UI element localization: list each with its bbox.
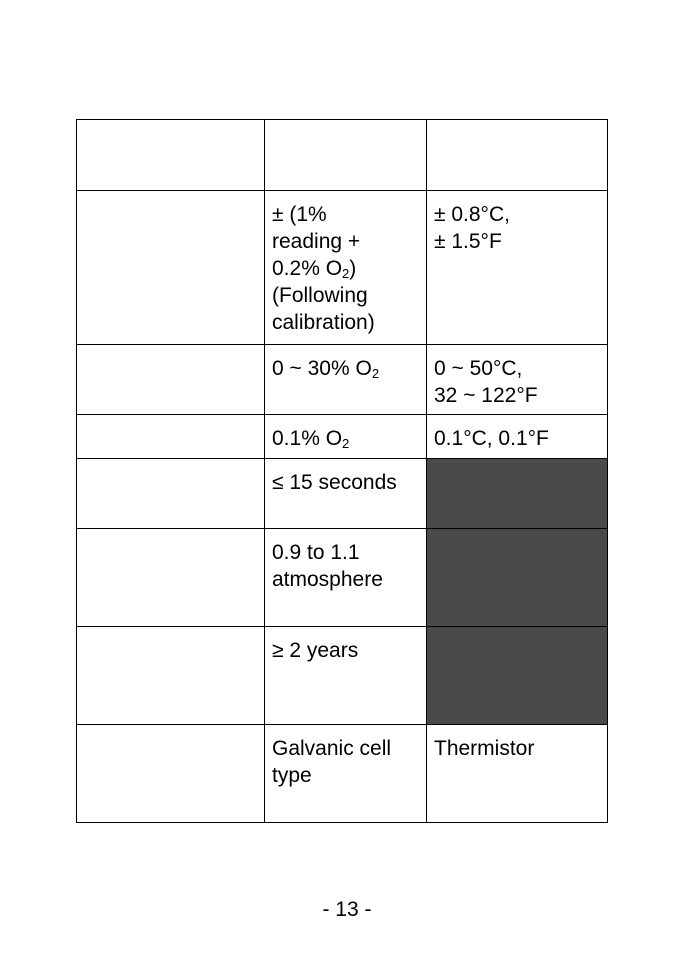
sensor-type-oxygen-cell: Galvanic cell type (265, 725, 427, 823)
row-label-cell (77, 415, 265, 459)
accuracy-oxygen-cell: ± (1% reading + 0.2% $O_2$) (Following calibration) (265, 191, 427, 345)
pressure-oxygen-cell: 0.9 to 1.1 atmosphere (265, 529, 427, 627)
range-temperature-cell: 0 ~ 50°C, 32 ~ 122°F (427, 345, 608, 415)
spec-table (76, 119, 608, 823)
table-row (77, 725, 608, 823)
row-label-cell (77, 529, 265, 627)
sensor-type-temperature-cell: Thermistor (427, 725, 608, 823)
table-row (77, 345, 608, 415)
oxygen-cell (265, 120, 427, 191)
resolution-oxygen-cell: 0.1% $O_2$ (265, 415, 427, 459)
row-label-cell (77, 345, 265, 415)
lifetime-oxygen-cell: ≥ 2 years (265, 627, 427, 725)
table-row (77, 120, 608, 191)
row-label-cell (77, 725, 265, 823)
row-label-cell (77, 627, 265, 725)
range-oxygen-cell: 0 ~ 30% $O_2$ (265, 345, 427, 415)
accuracy-temperature-cell: ± 0.8°C, ± 1.5°F (427, 191, 608, 345)
table-row (77, 459, 608, 529)
response-oxygen-cell: ≤ 15 seconds (265, 459, 427, 529)
shaded-cell (427, 529, 608, 627)
page-number: - 13 - (322, 898, 372, 921)
row-label-cell (77, 120, 265, 191)
table-row (77, 529, 608, 627)
table-row (77, 627, 608, 725)
row-label-cell (77, 459, 265, 529)
temperature-cell (427, 120, 608, 191)
shaded-cell (427, 459, 608, 529)
row-label-cell (77, 191, 265, 345)
table-row (77, 415, 608, 459)
resolution-temperature-cell: 0.1°C, 0.1°F (427, 415, 608, 459)
table-row (77, 191, 608, 345)
shaded-cell (427, 627, 608, 725)
